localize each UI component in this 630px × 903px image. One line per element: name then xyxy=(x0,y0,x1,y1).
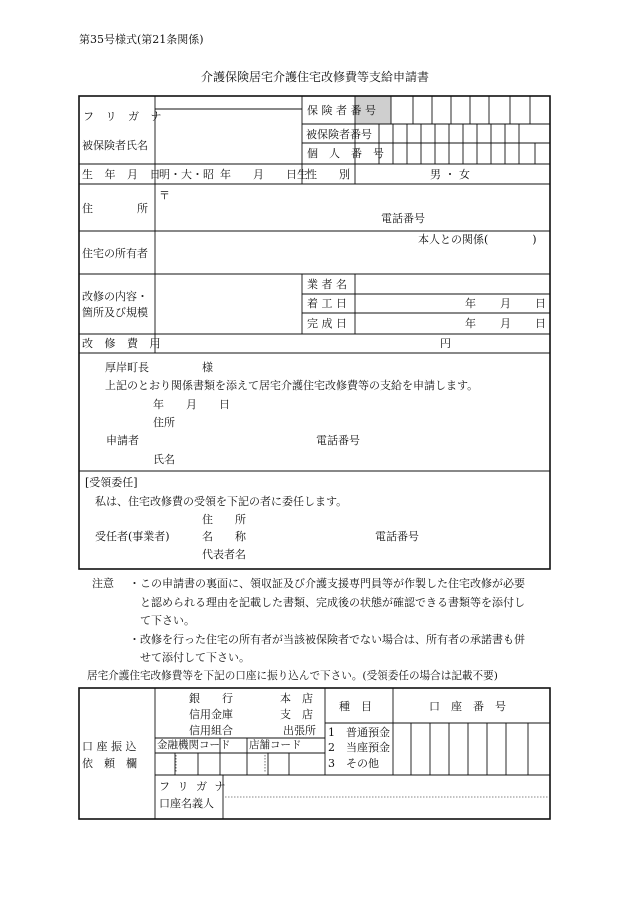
phone-label: 電話番号 xyxy=(381,212,425,225)
delegation-statement: 私は、住宅改修費の受領を下記の者に委任します。 xyxy=(95,495,348,508)
institution-code-label: 金融機関コード xyxy=(157,739,231,751)
branch-label: 支 店 xyxy=(280,708,313,721)
owner-label: 住宅の所有者 xyxy=(82,247,148,260)
credit-union-label: 信用組合 xyxy=(189,724,233,737)
note2-line1: ・改修を行った住宅の所有者が当該被保険者でない場合は、所有者の承諾書も併 xyxy=(129,633,525,646)
delegate-name-label: 名 称 xyxy=(202,530,246,543)
start-date-label: 着 工 日 xyxy=(307,297,347,310)
dob-ymd: 年 月 日生 xyxy=(220,168,308,181)
form-code: 第35号様式(第21条関係) xyxy=(79,33,204,46)
request-name-label: 氏名 xyxy=(153,453,175,466)
insured-no-label: 被保険者番号 xyxy=(306,128,372,141)
sex-label: 性 別 xyxy=(306,168,350,181)
branch-code-label: 店舗コード xyxy=(249,739,302,751)
note2-line2: せて添付して下さい。 xyxy=(140,651,250,664)
delegate-phone-label: 電話番号 xyxy=(375,530,419,543)
form-title: 介護保険居宅介護住宅改修費等支給申請書 xyxy=(200,70,429,84)
end-date-label: 完 成 日 xyxy=(307,317,347,330)
relation-label: 本人との関係( ) xyxy=(418,233,537,246)
start-month: 月 xyxy=(500,297,511,310)
account-type-2: 2 当座預金 xyxy=(328,741,390,754)
head-office-label: 本 店 xyxy=(280,692,313,705)
addressee-sama: 様 xyxy=(202,361,213,374)
contractor-label: 業 者 名 xyxy=(307,278,347,291)
addressee: 厚岸町長 xyxy=(105,361,149,374)
end-year: 年 xyxy=(465,317,476,330)
bank-section-label-2: 依 頼 欄 xyxy=(82,757,137,770)
content-label-2: 箇所及び規模 xyxy=(82,306,148,319)
transfer-instruction: 居宅介護住宅改修費等を下記の口座に振り込んで下さい。(受領委任の場合は記載不要) xyxy=(87,670,498,682)
note1-line2: と認められる理由を記載した書類、完成後の状態が確認できる書類等を添付し xyxy=(140,596,525,609)
cost-label: 改 修 費 用 xyxy=(82,337,165,350)
credit-bank-label: 信用金庫 xyxy=(189,708,233,721)
sub-office-label: 出張所 xyxy=(283,724,316,737)
delegate-address-label: 住 所 xyxy=(202,513,246,526)
insurer-no-label: 保 険 者 番 号 xyxy=(307,104,376,117)
postal-mark: 〒 xyxy=(159,189,170,202)
request-phone-label: 電話番号 xyxy=(316,434,360,447)
dob-label: 生 年 月 日 xyxy=(82,168,165,181)
account-furigana-label: フ リ ガ ナ xyxy=(159,780,228,793)
note1-line3: て下さい。 xyxy=(140,614,195,627)
applicant-label: 申請者 xyxy=(106,434,139,447)
end-day: 日 xyxy=(535,317,546,330)
account-type-1: 1 普通預金 xyxy=(328,726,390,739)
bank-label: 銀 行 xyxy=(189,692,233,705)
dob-era: 明・大・昭 xyxy=(159,168,214,181)
start-day: 日 xyxy=(535,297,546,310)
sex-options: 男 ・ 女 xyxy=(430,168,470,181)
insured-name-label: 被保険者氏名 xyxy=(82,139,148,152)
delegate-label: 受任者(事業者) xyxy=(95,530,170,543)
furigana-label: フ リ ガ ナ xyxy=(83,110,166,123)
end-month: 月 xyxy=(500,317,511,330)
account-holder-label: 口座名義人 xyxy=(159,797,214,810)
account-type-3: 3 その他 xyxy=(328,757,379,770)
bank-section-label-1: 口 座 振 込 xyxy=(82,740,137,753)
start-year: 年 xyxy=(465,297,476,310)
personal-no-label: 個 人 番 号 xyxy=(307,147,384,160)
request-date: 年 月 日 xyxy=(153,398,230,411)
notes-label: 注意 xyxy=(92,577,114,590)
yen-unit: 円 xyxy=(440,337,451,350)
request-address-label: 住所 xyxy=(153,416,175,429)
address-label: 住 所 xyxy=(82,202,148,215)
delegation-heading: [受領委任] xyxy=(85,476,138,489)
delegate-representative-label: 代表者名 xyxy=(202,548,246,561)
content-label-1: 改修の内容・ xyxy=(82,290,148,303)
account-no-label: 口 座 番 号 xyxy=(429,700,506,713)
request-statement: 上記のとおり関係書類を添えて居宅介護住宅改修費等の支給を申請します。 xyxy=(105,379,479,392)
account-type-label: 種 目 xyxy=(339,700,372,713)
note1-line1: ・この申請書の裏面に、領収証及び介護支援専門員等が作製した住宅改修が必要 xyxy=(129,577,525,590)
